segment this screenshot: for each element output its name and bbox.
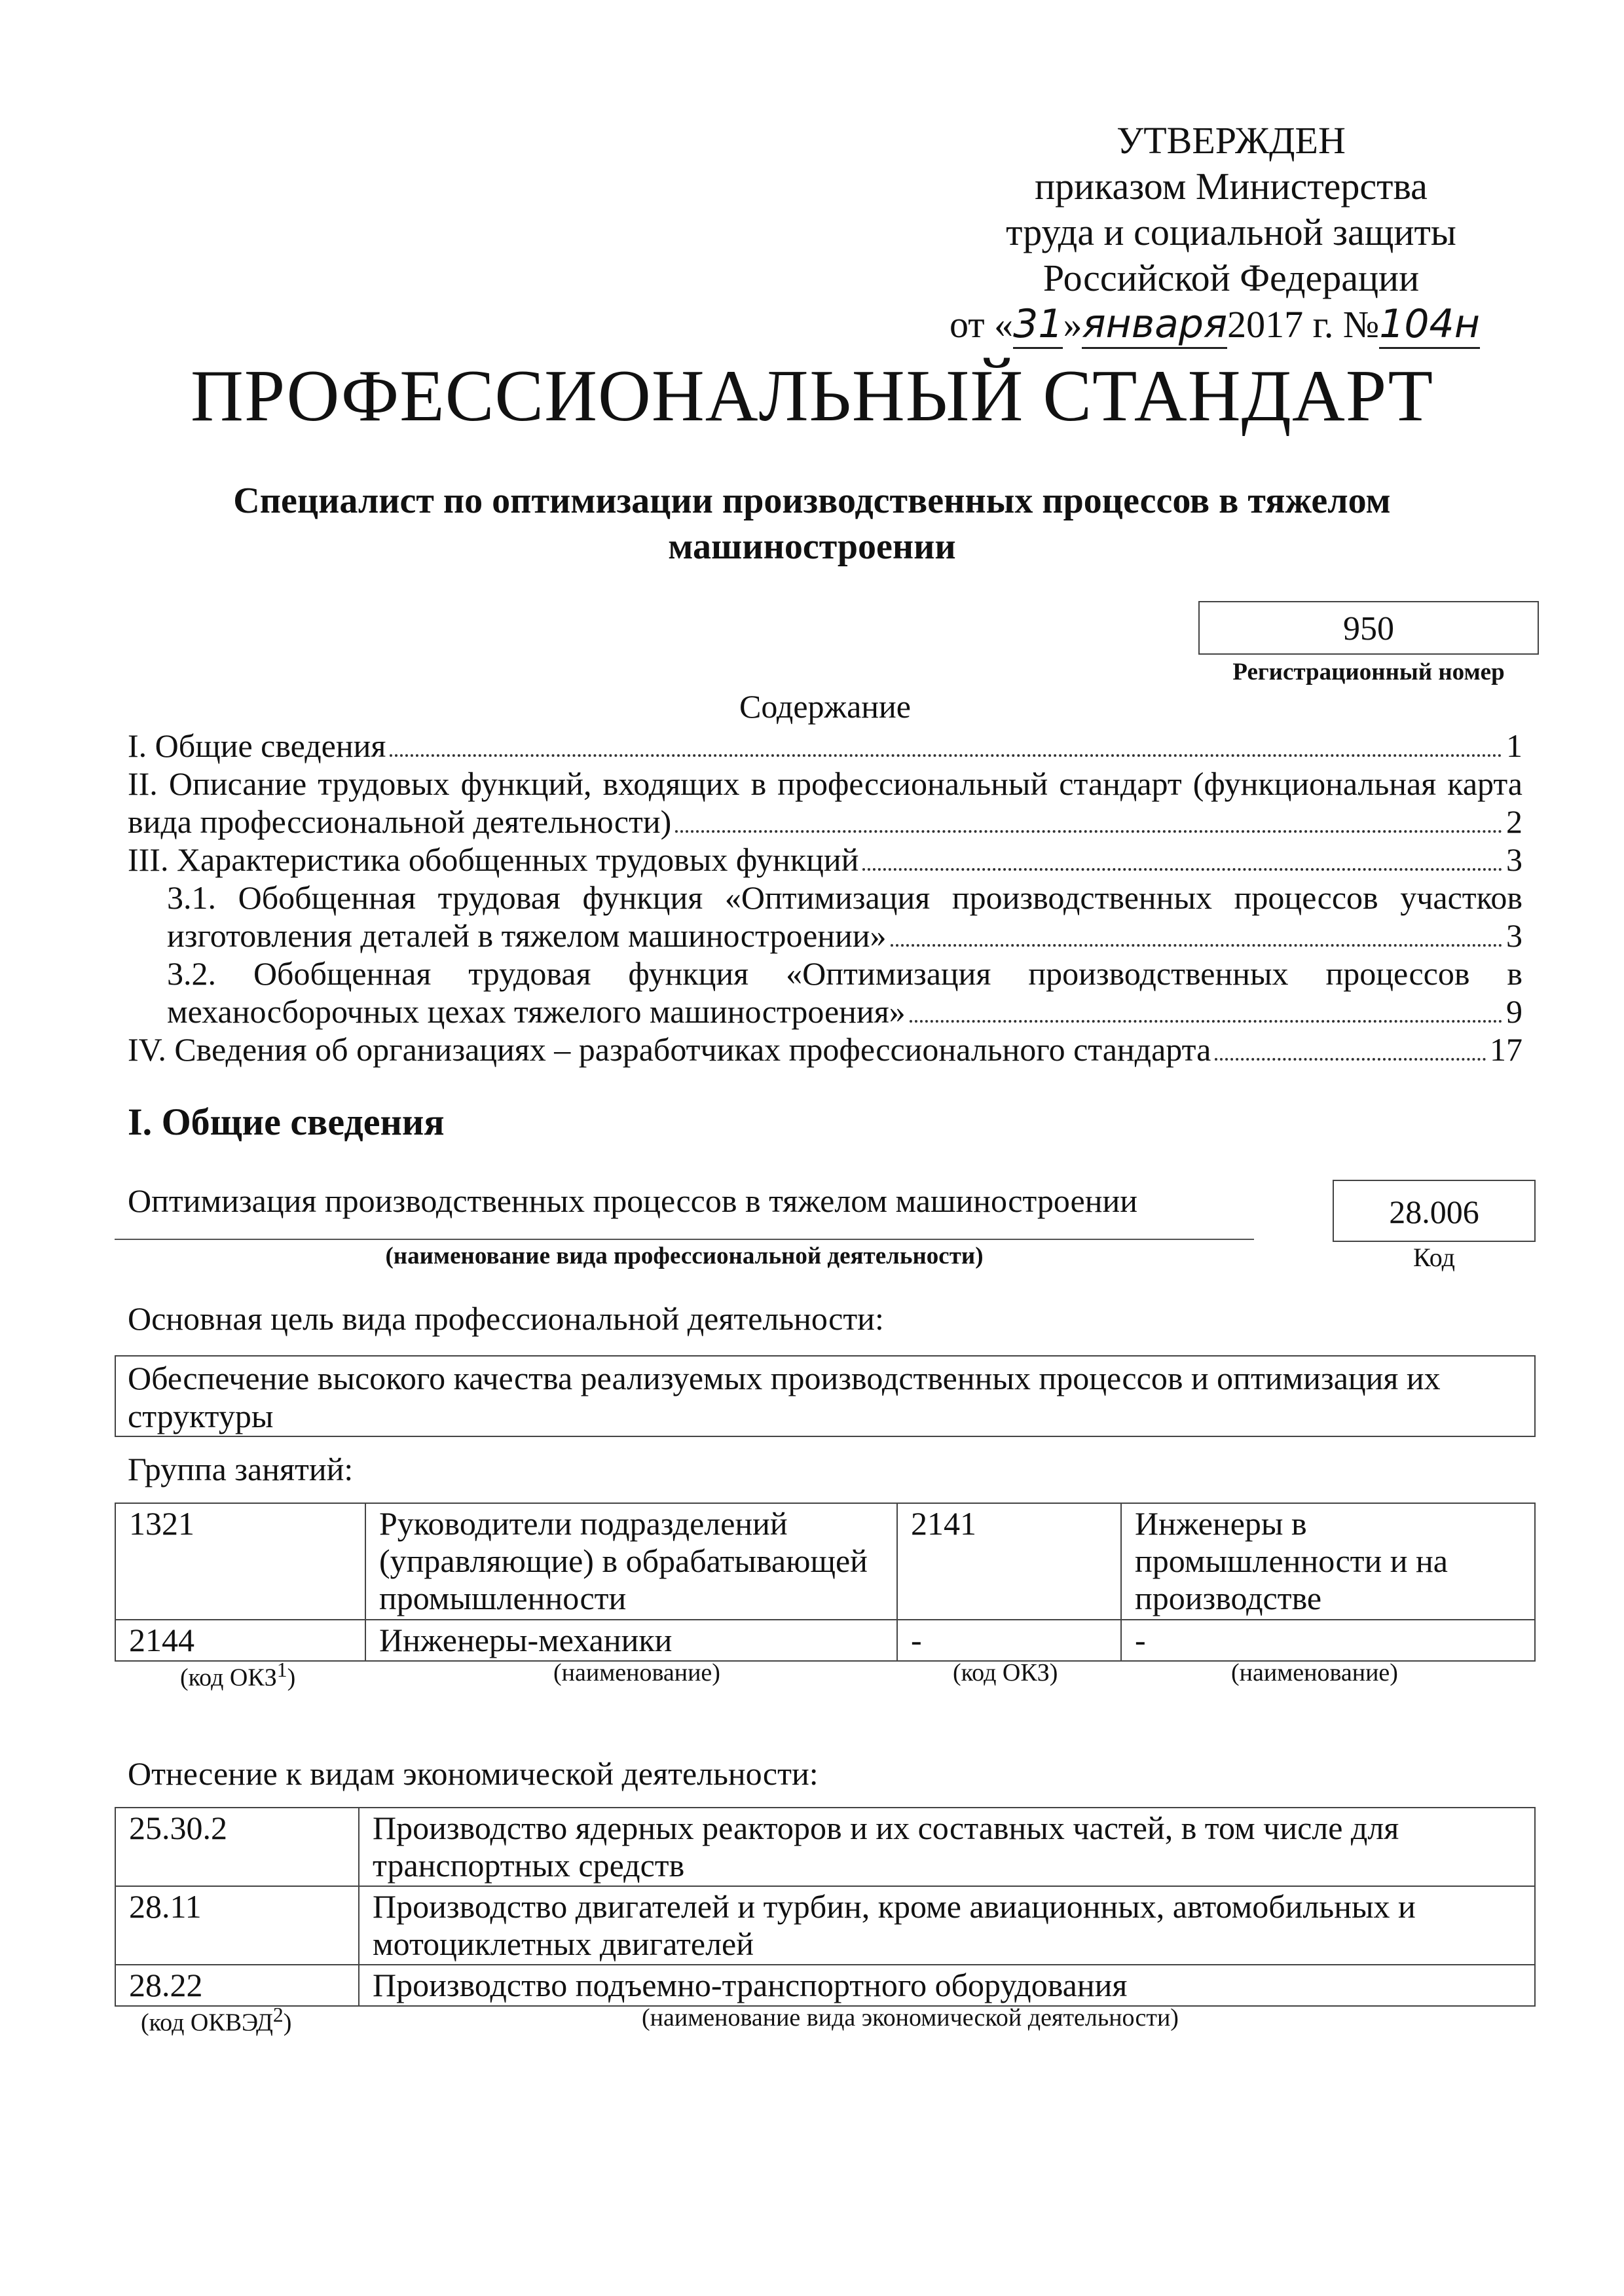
economic-activities-table [115,1807,1536,2007]
okved-code-label: (код ОКВЭД$^2$) [141,2003,292,2037]
toc-item[interactable]: II. Описание трудовых функций, входящих в профессиональный стандарт (функциональная карта вида профессиональной деятельности) 2 [128,765,1522,840]
okz-code-label: (код ОКЗ$^1$) [180,1658,296,1692]
table-row: 1321 Руководители подразделений (управляющие) в обрабатывающей промышленности 2141 Инженеры в промышленности и на производстве [115,1503,1535,1620]
group-label: Группа занятий: [128,1451,354,1487]
toc-leader [390,754,1502,757]
toc-leader [1215,1058,1486,1061]
okz-code-label-2: (код ОКЗ) [953,1659,1058,1686]
approval-block [969,118,1493,301]
activity-label: (наименование вида профессиональной деятельности) [385,1243,984,1269]
page-title: ПРОФЕССИОНАЛЬНЫЙ СТАНДАРТ [191,355,1433,437]
page-subtitle: Специалист по оптимизации производственных процессов в тяжелом машиностроении [233,481,1391,567]
toc-leader [891,944,1502,947]
approval-line-2: приказом Министерства [1035,165,1428,208]
toc-leader [675,830,1502,833]
approval-line-4: Российской Федерации [1043,257,1420,299]
order-number-handwritten: 104н [1379,301,1480,349]
toc-item[interactable]: IV. Сведения об организациях – разработчиках профессионального стандарта 17 [128,1031,1522,1068]
date-prefix: от « [950,303,1014,346]
occupation-groups-table [115,1503,1536,1662]
date-sep: » [1063,303,1082,346]
occupation-name-label: (наименование) [553,1659,720,1686]
toc-item[interactable]: 3.2. Обобщенная трудовая функция «Оптимизация производственных процессов в механосборочных цехах тяжелого машиностроения» 9 [167,955,1522,1030]
date-month-handwritten: января [1082,301,1227,349]
toc-item[interactable]: I. Общие сведения 1 [128,727,1522,764]
goal-label: Основная цель вида профессиональной деятельности: [128,1300,884,1337]
toc-leader [862,868,1502,871]
approval-line-3: труда и социальной защиты [1006,211,1456,253]
registration-number-box: 950 [1198,601,1539,655]
occupation-name-label-2: (наименование) [1231,1659,1398,1686]
code-label: Код [1413,1243,1455,1272]
table-row: 28.11 Производство двигателей и турбин, кроме авиационных, автомобильных и мотоциклетных двигателей [115,1886,1535,1965]
activity-name: Оптимизация производственных процессов в тяжелом машиностроении [128,1182,1137,1219]
econ-name-label: (наименование вида экономической деятельности) [642,2004,1179,2032]
econ-label: Отнесение к видам экономической деятельности: [128,1755,819,1792]
toc-item[interactable]: III. Характеристика обобщенных трудовых функций 3 [128,841,1522,878]
table-row: 25.30.2 Производство ядерных реакторов и их составных частей, в том числе для транспортных средств [115,1808,1535,1886]
goal-box: Обеспечение высокого качества реализуемых производственных процессов и оптимизация их структуры [115,1355,1536,1437]
toc-title: Содержание [739,688,911,725]
activity-code-box: 28.006 [1333,1180,1536,1242]
table-row: 28.22 Производство подъемно-транспортного оборудования [115,1965,1535,2006]
registration-number-label: Регистрационный номер [1232,659,1505,685]
activity-underline [115,1239,1254,1240]
approval-date [950,301,1539,349]
toc-item[interactable]: 3.1. Обобщенная трудовая функция «Оптимизация производственных процессов участков изготовления деталей в тяжелом машиностроении» 3 [167,879,1522,954]
toc-leader [910,1020,1502,1023]
table-row: 2144 Инженеры-механики - - [115,1620,1535,1661]
date-year: 2017 г. № [1227,303,1380,346]
approval-line-1: УТВЕРЖДЕН [1116,119,1346,162]
date-day-handwritten: 31 [1013,301,1063,349]
table-of-contents [128,727,1522,1068]
section-title: I. Общие сведения [128,1101,445,1143]
